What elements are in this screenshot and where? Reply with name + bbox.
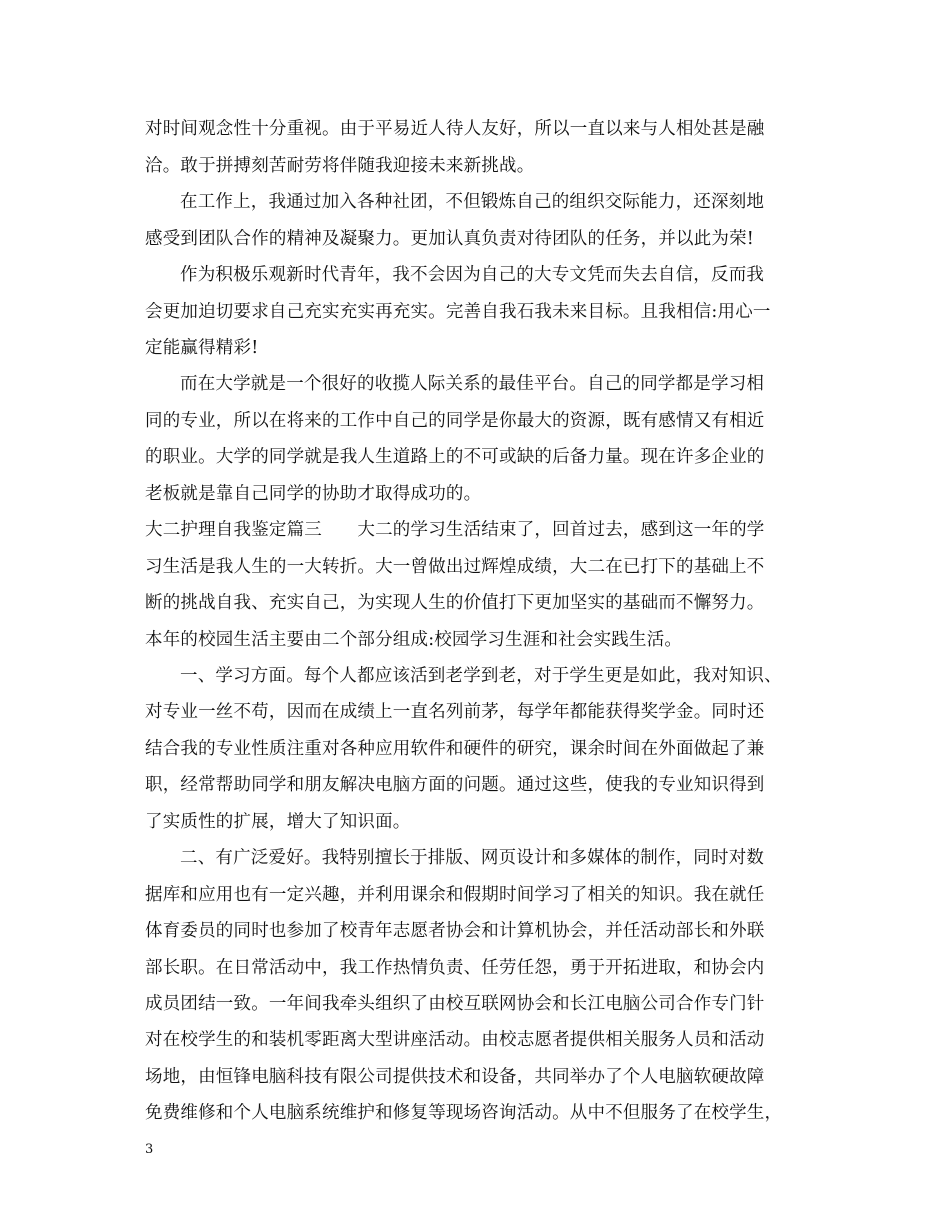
text-line: 据库和应用也有一定兴趣，并利用课余和假期时间学习了相关的知识。我在就任 — [145, 885, 765, 905]
text-line: 了实质性的扩展，增大了知识面。 — [145, 812, 411, 832]
text-line: 成员团结一致。一年间我牵头组织了由校互联网协会和长江电脑公司合作专门针 — [145, 994, 765, 1014]
text-line: 作为积极乐观新时代青年，我不会因为自己的大专文凭而失去自信，反而我 — [180, 265, 765, 285]
text-line: 一、学习方面。每个人都应该活到老学到老，对于学生更是如此，我对知识、 — [180, 666, 782, 686]
text-line: 对在校学生的和装机零距离大型讲座活动。由校志愿者提供相关服务人员和活动 — [145, 1030, 765, 1050]
text-line: 免费维修和个人电脑系统维护和修复等现场咨询活动。从中不但服务了在校学生， — [145, 1103, 783, 1123]
text-line: 而在大学就是一个很好的收揽人际关系的最佳平台。自己的同学都是学习相 — [180, 374, 765, 394]
text-line: 感受到团队合作的精神及凝聚力。更加认真负责对待团队的任务，并以此为荣! — [145, 229, 755, 249]
text-line: 断的挑战自我、充实自己，为实现人生的价值打下更加坚实的基础而不懈努力。 — [145, 593, 765, 613]
text-line: 习生活是我人生的一大转折。大一曾做出过辉煌成绩，大二在已打下的基础上不 — [145, 557, 765, 577]
text-line: 职，经常帮助同学和朋友解决电脑方面的问题。通过这些，使我的专业知识得到 — [145, 775, 765, 795]
text-line: 对专业一丝不苟，因而在成绩上一直名列前茅，每学年都能获得奖学金。同时还 — [145, 702, 765, 722]
text-line: 会更加迫切要求自己充实充实再充实。完善自我石我未来目标。且我相信:用心一 — [145, 302, 771, 322]
text-line: 体育委员的同时也参加了校青年志愿者协会和计算机协会，并任活动部长和外联 — [145, 921, 765, 941]
text-line: 二、有广泛爱好。我特别擅长于排版、网页设计和多媒体的制作，同时对数 — [180, 848, 765, 868]
text-line: 的职业。大学的同学就是我人生道路上的不可或缺的后备力量。现在许多企业的 — [145, 447, 765, 467]
text-line: 洽。敢于拼搏刻苦耐劳将伴随我迎接未来新挑战。 — [145, 156, 535, 176]
page-number: 3 — [145, 1142, 154, 1157]
text-line: 在工作上，我通过加入各种社团，不但锻炼自己的组织交际能力，还深刻地 — [180, 192, 765, 212]
text-line: 老板就是靠自己同学的协助才取得成功的。 — [145, 484, 482, 504]
text-line: 对时间观念性十分重视。由于平易近人待人友好，所以一直以来与人相处甚是融 — [145, 119, 765, 139]
text-line: 同的专业，所以在将来的工作中自己的同学是你最大的资源，既有感情又有相近 — [145, 411, 765, 431]
section-heading-line: 大二护理自我鉴定篇三 大二的学习生活结束了，回首过去，感到这一年的学 — [145, 520, 765, 540]
text-line: 结合我的专业性质注重对各种应用软件和硬件的研究，课余时间在外面做起了兼 — [145, 739, 765, 759]
text-line: 定能赢得精彩! — [145, 338, 259, 358]
text-line: 部长职。在日常活动中，我工作热情负责、任劳任怨，勇于开拓进取，和协会内 — [145, 958, 765, 978]
text-line: 场地，由恒锋电脑科技有限公司提供技术和设备，共同举办了个人电脑软硬故障 — [145, 1067, 765, 1087]
text-line: 本年的校园生活主要由二个部分组成:校园学习生涯和社会实践生活。 — [145, 630, 683, 650]
